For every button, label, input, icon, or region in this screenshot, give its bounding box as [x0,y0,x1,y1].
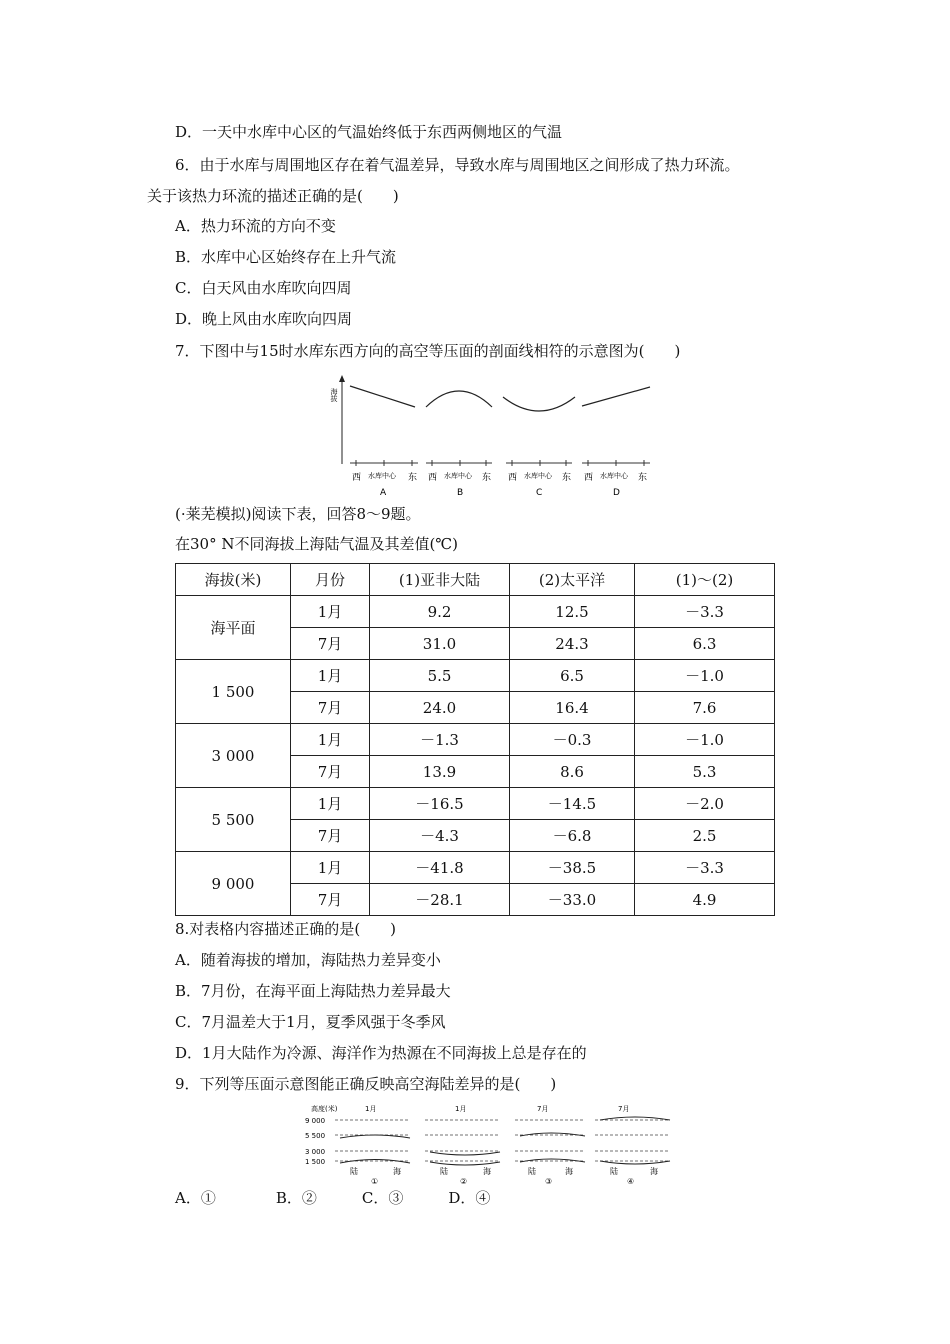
table-row [176,660,775,692]
fig7-east: 东 [408,473,418,483]
fig7-west: 西 [508,473,518,483]
temperature-table [175,563,775,916]
fig9-panel-label: ③ [545,1177,553,1186]
ocean-temp-cell: 12.5 [510,596,635,628]
ocean-temp-cell: 16.4 [510,692,635,724]
fig7-west: 西 [428,473,438,483]
diff-cell: －1.0 [635,724,775,756]
altitude-cell: 海平面 [176,596,291,660]
ocean-temp-cell: －14.5 [510,788,635,820]
ocean-temp-cell: －33.0 [510,884,635,916]
fig9-level-9000: 9 000 [305,1117,326,1125]
ocean-temp-cell: －38.5 [510,852,635,884]
ocean-temp-cell: －6.8 [510,820,635,852]
question-8: 8.对表格内容描述正确的是( ) [175,920,397,938]
option-6c: C．白天风由水库吹向四周 [175,279,352,297]
fig9-month: 1月 [455,1105,467,1113]
land-temp-cell: 9.2 [370,596,510,628]
option-6b: B．水库中心区始终存在上升气流 [175,248,397,266]
diff-cell: 7.6 [635,692,775,724]
altitude-cell: 3 000 [176,724,291,788]
fig9-panel-label: ① [371,1177,379,1186]
fig7-center: 水库中心 [524,472,552,480]
question-7: 7．下图中与15时水库东西方向的高空等压面的剖面线相符的示意图为( ) [175,342,681,360]
ocean-temp-cell: －0.3 [510,724,635,756]
fig9-sea: 海 [393,1167,401,1176]
fig7-panel-label: C [536,488,543,498]
question-6: 6．由于水库与周围地区存在着气温差异，导致水库与周围地区之间形成了热力环流。 [175,156,740,174]
table-row [176,596,775,628]
header-cell: (2)太平洋 [510,564,635,596]
option-6a: A．热力环流的方向不变 [175,217,336,235]
land-temp-cell: －4.3 [370,820,510,852]
land-temp-cell: －41.8 [370,852,510,884]
land-temp-cell: 5.5 [370,660,510,692]
land-temp-cell: －16.5 [370,788,510,820]
options-9: A．① B．② C．③ D．④ [175,1189,491,1207]
option-5d: D．一天中水库中心区的气温始终低于东西两侧地区的气温 [175,123,563,141]
table-row [176,724,775,756]
reading-intro: (·莱芜模拟)阅读下表，回答8～9题。 [175,505,421,523]
option-8d: D．1月大陆作为冷源、海洋作为热源在不同海拔上总是存在的 [175,1044,587,1062]
fig9-panel-label: ④ [627,1177,635,1186]
month-cell: 1月 [291,660,370,692]
fig9-level-1500: 1 500 [305,1158,326,1166]
diff-cell: 5.3 [635,756,775,788]
fig7-axis-label-1: 海拔 [330,388,338,402]
fig7-panel-label: B [457,488,464,498]
option-8a: A．随着海拔的增加，海陆热力差异变小 [175,951,441,969]
figure-9-isobar-diagrams [305,1102,675,1186]
month-cell: 1月 [291,724,370,756]
table-header-row [176,564,775,596]
fig7-center: 水库中心 [600,472,628,480]
question-6-cont: 关于该热力环流的描述正确的是( ) [147,187,399,205]
month-cell: 7月 [291,756,370,788]
fig7-curve-a [350,386,415,407]
diff-cell: 2.5 [635,820,775,852]
fig9-land: 陆 [440,1167,448,1176]
fig7-east: 东 [562,473,572,483]
diff-cell: 6.3 [635,628,775,660]
diff-cell: －3.3 [635,596,775,628]
altitude-cell: 9 000 [176,852,291,916]
diff-cell: 4.9 [635,884,775,916]
option-8c: C．7月温差大于1月，夏季风强于冬季风 [175,1013,446,1031]
fig9-sea: 海 [483,1167,491,1176]
fig9-panel-label: ② [460,1177,468,1186]
header-cell: (1)亚非大陆 [370,564,510,596]
fig9-sea: 海 [650,1167,658,1176]
diff-cell: －1.0 [635,660,775,692]
land-temp-cell: －28.1 [370,884,510,916]
fig7-curve-c [503,397,575,411]
month-cell: 7月 [291,628,370,660]
fig9-month: 1月 [365,1105,377,1113]
fig9-land: 陆 [610,1167,618,1176]
table-row [176,852,775,884]
month-cell: 7月 [291,692,370,724]
ocean-temp-cell: 24.3 [510,628,635,660]
diff-cell: －3.3 [635,852,775,884]
fig7-east: 东 [482,473,492,483]
month-cell: 1月 [291,788,370,820]
option-6d: D．晚上风由水库吹向四周 [175,310,353,328]
land-temp-cell: －1.3 [370,724,510,756]
altitude-cell: 5 500 [176,788,291,852]
header-cell: (1)～(2) [635,564,775,596]
fig9-level-5500: 5 500 [305,1132,326,1140]
fig9-month: 7月 [537,1105,549,1113]
fig9-ylabel: 高度(米) [311,1105,338,1113]
fig7-center: 水库中心 [368,472,396,480]
figure-7-isobar-profiles [320,370,660,500]
fig9-land: 陆 [528,1167,536,1176]
month-cell: 7月 [291,820,370,852]
fig7-east: 东 [638,473,648,483]
fig7-curve-d [582,387,650,406]
diff-cell: －2.0 [635,788,775,820]
option-8b: B．7月份，在海平面上海陆热力差异最大 [175,982,451,1000]
table-row [176,788,775,820]
fig7-center: 水库中心 [444,472,472,480]
fig7-panel-label: D [613,488,620,498]
question-9: 9．下列等压面示意图能正确反映高空海陆差异的是( ) [175,1075,557,1093]
land-temp-cell: 13.9 [370,756,510,788]
month-cell: 7月 [291,884,370,916]
fig9-level-3000: 3 000 [305,1148,326,1156]
fig7-curve-b [426,391,492,407]
month-cell: 1月 [291,596,370,628]
table-caption: 在30° N不同海拔上海陆气温及其差值(℃) [175,535,458,553]
header-cell: 月份 [291,564,370,596]
fig9-sea: 海 [565,1167,573,1176]
fig9-month: 7月 [618,1105,630,1113]
fig9-land: 陆 [350,1167,358,1176]
land-temp-cell: 24.0 [370,692,510,724]
header-cell: 海拔(米) [176,564,291,596]
ocean-temp-cell: 8.6 [510,756,635,788]
fig7-west: 西 [584,473,594,483]
land-temp-cell: 31.0 [370,628,510,660]
altitude-cell: 1 500 [176,660,291,724]
fig7-panel-label: A [380,488,387,498]
month-cell: 1月 [291,852,370,884]
fig7-west: 西 [352,473,362,483]
ocean-temp-cell: 6.5 [510,660,635,692]
